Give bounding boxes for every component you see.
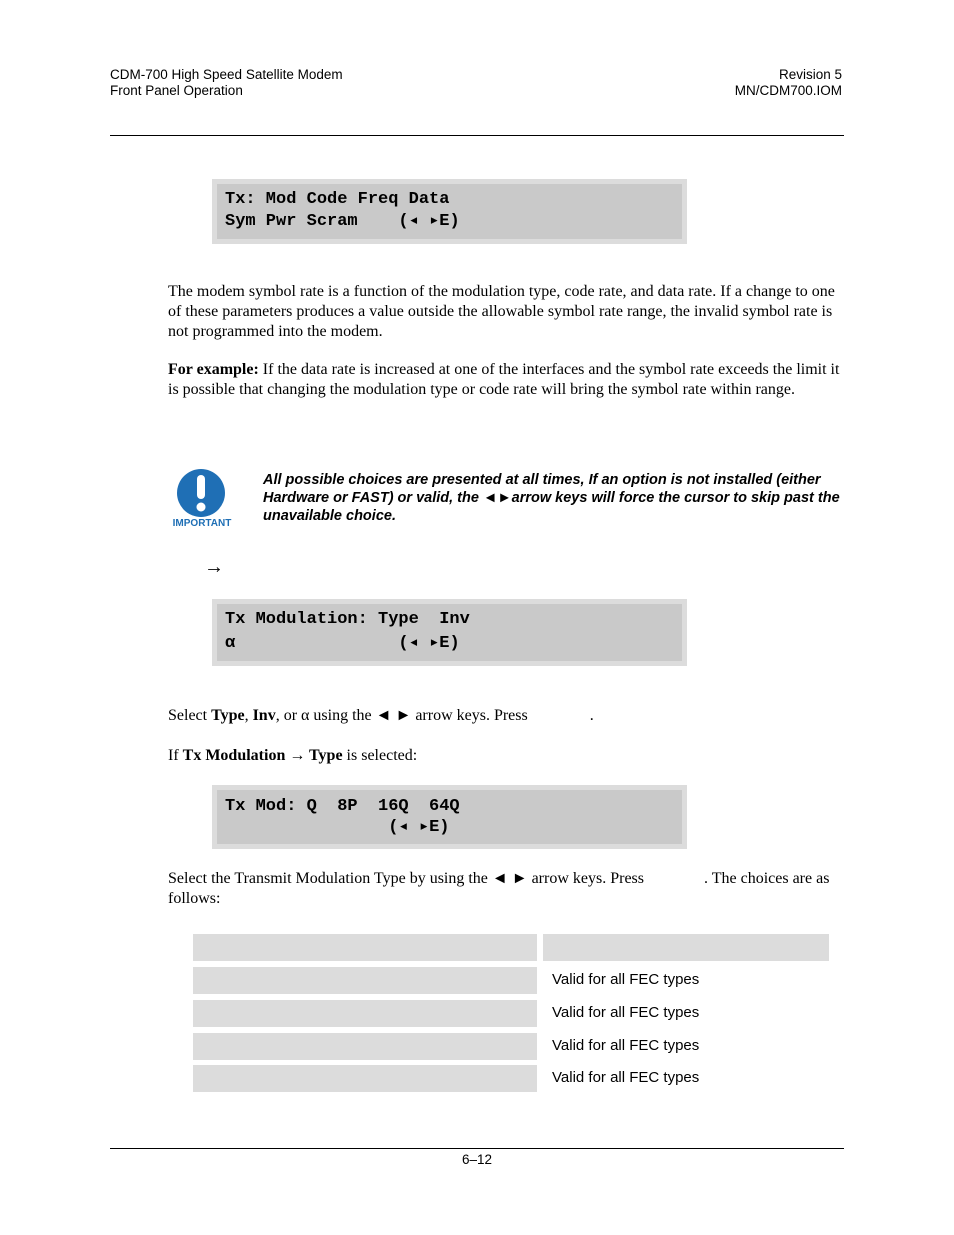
lcd-line-1: Tx: Mod Code Freq Data — [225, 190, 450, 209]
lcd-line-2: Sym Pwr Scram (◂ ▸E) — [225, 212, 460, 231]
table-row-1-left — [193, 967, 537, 994]
table-header-right — [543, 934, 829, 961]
important-notice-icon — [170, 467, 234, 531]
lcd-display-tx-menu — [212, 179, 687, 244]
lcd-line-2: α (◂ ▸E) — [225, 634, 460, 653]
page-number: 6–12 — [461, 1152, 493, 1167]
header-right — [735, 67, 842, 99]
example-text: If the data rate is increased at one of the interfaces and the symbol rate exceeds the limit it is possible that changing the modulation type or code rate will bring the symbol rate within range. — [168, 361, 840, 398]
doc-section: Front Panel Operation — [110, 83, 243, 98]
table-row-2-left — [193, 1000, 537, 1027]
type-selected-paragraph: If Tx Modulation → Type is selected: — [168, 747, 418, 764]
table-header-left — [193, 934, 537, 961]
table-row-2-right: Valid for all FEC types — [552, 1004, 700, 1021]
lcd-line-2: (◂ ▸E) — [225, 818, 450, 837]
doc-revision: Revision 5 — [778, 67, 842, 82]
alpha-symbol: α — [301, 707, 310, 724]
important-icon-label: IMPORTANT — [172, 518, 232, 529]
table-row-4-right: Valid for all FEC types — [552, 1069, 700, 1086]
header-left — [110, 67, 343, 99]
modulation-choices-table — [193, 934, 829, 1094]
table-row-3-left — [193, 1033, 537, 1060]
lcd-line-1: Tx Modulation: Type Inv — [225, 610, 470, 629]
important-notice-text: All possible choices are presented at all times, If an option is not installed (either Hardware or FAST) or valid, the ◄►arrow keys will force the cursor to skip past the unavailable choice. — [263, 472, 840, 524]
header-rule — [110, 135, 844, 136]
select-type-paragraph: Select Type, Inv, or α using the ◄ ► arrow keys. Press . — [168, 707, 594, 724]
symbol-rate-paragraph: The modem symbol rate is a function of the modulation type, code rate, and data rate. If a change to one of these parameters produces a value outside the allowable symbol rate range, the invalid symbol rate is not programmed into the modem. — [168, 283, 835, 340]
lcd-display-tx-modulation — [212, 599, 687, 666]
select-mod-type-paragraph: Select the Transmit Modulation Type by using the ◄ ► arrow keys. Press . The choices are as follows: — [168, 870, 830, 907]
table-row-3-right: Valid for all FEC types — [552, 1037, 700, 1054]
doc-title: CDM-700 High Speed Satellite Modem — [110, 67, 343, 82]
footer-rule — [110, 1148, 844, 1149]
table-row-4-left — [193, 1065, 537, 1092]
lcd-display-tx-mod-type — [212, 785, 687, 849]
lcd-line-1: Tx Mod: Q 8P 16Q 64Q — [225, 797, 460, 816]
example-lead: For example: — [168, 361, 259, 378]
doc-id: MN/CDM700.IOM — [734, 83, 842, 98]
table-row-1-right: Valid for all FEC types — [552, 971, 700, 988]
arrow-right-icon: → — [204, 556, 224, 578]
example-paragraph — [168, 360, 844, 400]
